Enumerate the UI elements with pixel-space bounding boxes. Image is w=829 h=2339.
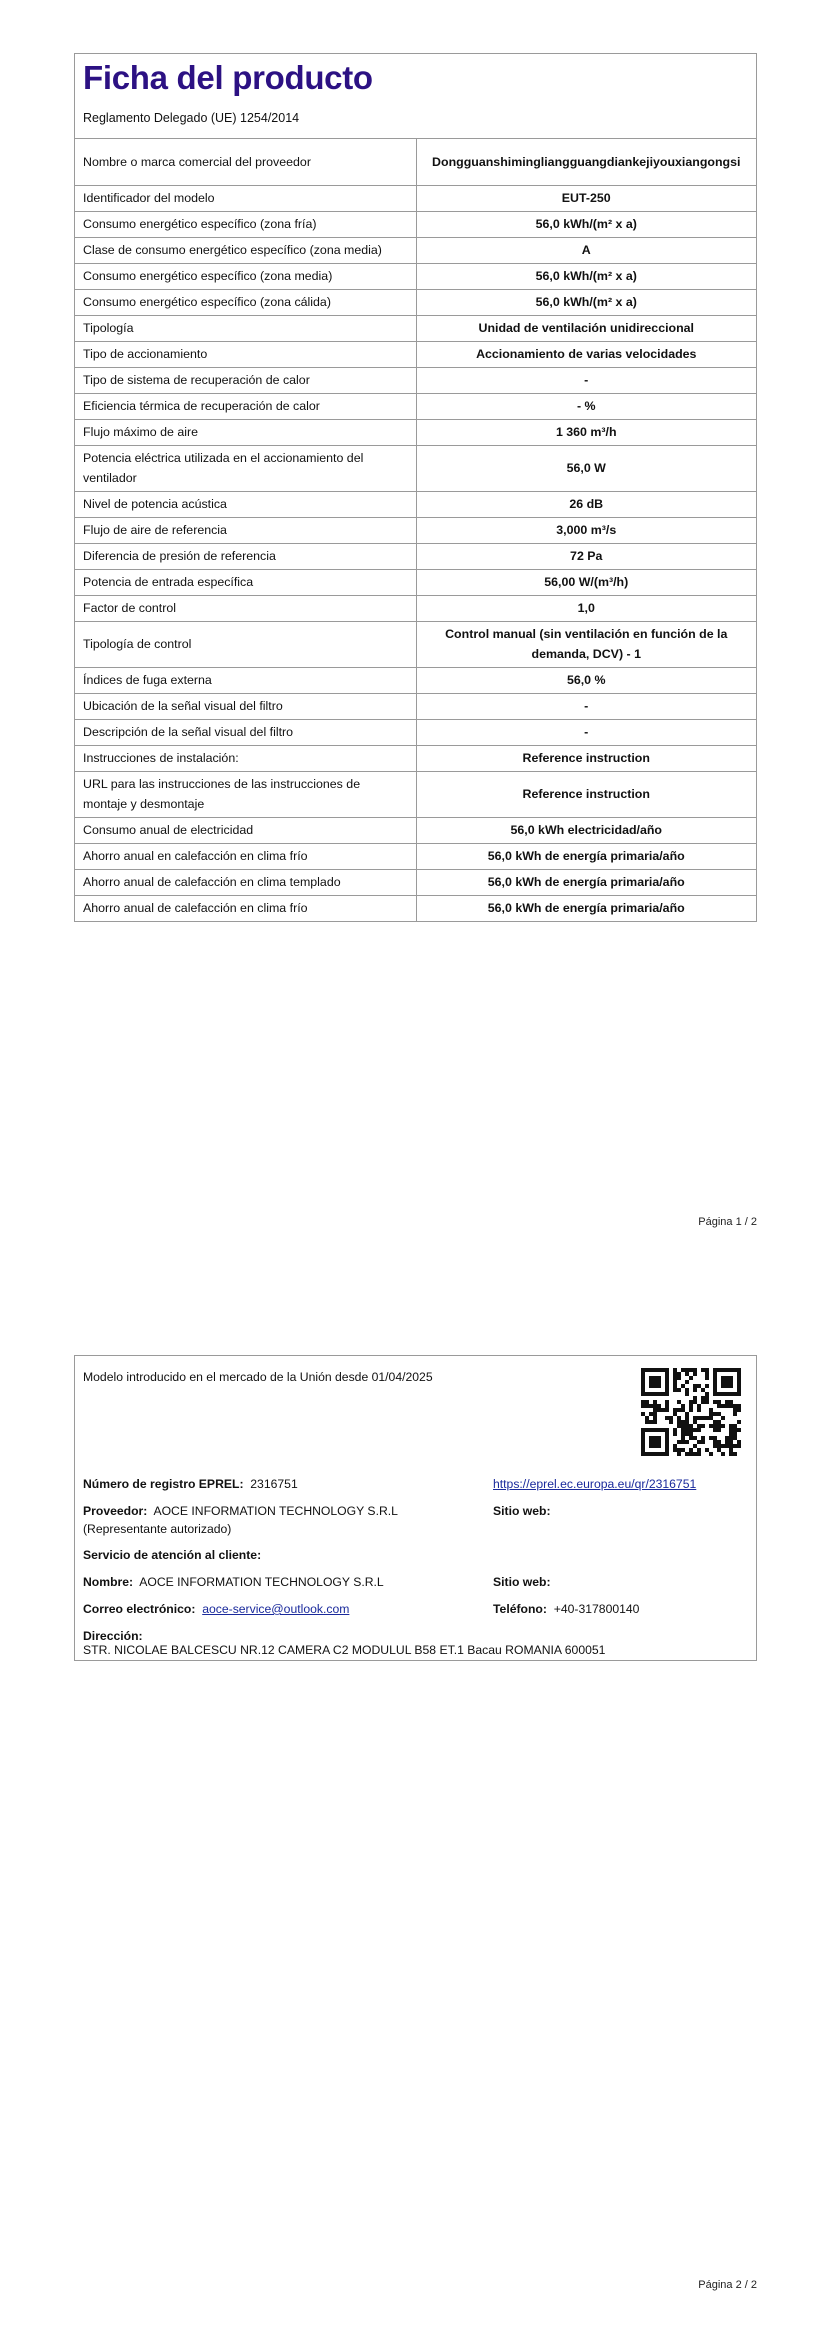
table-row bbox=[75, 543, 756, 569]
row-label: Flujo de aire de referencia bbox=[75, 517, 416, 543]
table-row bbox=[75, 817, 756, 843]
row-label: Tipología bbox=[75, 315, 416, 341]
row-label: Tipo de accionamiento bbox=[75, 341, 416, 367]
row-value: 56,0 kWh/(m² x a) bbox=[416, 263, 756, 289]
table-row bbox=[75, 569, 756, 595]
row-label: Tipo de sistema de recuperación de calor bbox=[75, 367, 416, 393]
table-row bbox=[75, 341, 756, 367]
table-row bbox=[75, 595, 756, 621]
row-label: Ahorro anual de calefacción en clima templado bbox=[75, 869, 416, 895]
row-value: 56,0 % bbox=[416, 667, 756, 693]
row-label: Potencia de entrada específica bbox=[75, 569, 416, 595]
registration-card bbox=[74, 1355, 757, 1661]
table-row bbox=[75, 185, 756, 211]
table-row bbox=[75, 895, 756, 921]
row-label: Nivel de potencia acústica bbox=[75, 491, 416, 517]
row-value: - bbox=[416, 719, 756, 745]
table-row bbox=[75, 289, 756, 315]
row-value: Dongguanshimingliangguangdiankejiyouxiangongsi bbox=[432, 154, 741, 169]
row-value: - bbox=[416, 367, 756, 393]
row-label: Índices de fuga externa bbox=[75, 667, 416, 693]
row-value: Control manual (sin ventilación en función de la demanda, DCV) - 1 bbox=[416, 621, 756, 667]
row-value: Unidad de ventilación unidireccional bbox=[416, 315, 756, 341]
sheet-header bbox=[75, 54, 756, 139]
website-label-2: Sitio web: bbox=[493, 1575, 551, 1589]
table-row bbox=[75, 869, 756, 895]
row-label: Tipología de control bbox=[75, 621, 416, 667]
supplier bbox=[83, 1502, 483, 1538]
email bbox=[83, 1600, 349, 1618]
address-label: Dirección: bbox=[83, 1629, 143, 1643]
table-row bbox=[75, 771, 756, 817]
address-value: STR. NICOLAE BALCESCU NR.12 CAMERA C2 MODULUL B58 ET.1 Bacau ROMANIA 600051 bbox=[83, 1643, 606, 1657]
website-label-1: Sitio web: bbox=[493, 1504, 551, 1518]
table-row bbox=[75, 745, 756, 771]
row-label: Identificador del modelo bbox=[75, 185, 416, 211]
row-value: 56,0 kWh electricidad/año bbox=[416, 817, 756, 843]
name-value: AOCE INFORMATION TECHNOLOGY S.R.L bbox=[139, 1575, 384, 1589]
table-row bbox=[75, 719, 756, 745]
row-value: Accionamiento de varias velocidades bbox=[416, 341, 756, 367]
email-link[interactable]: aoce-service@outlook.com bbox=[202, 1602, 350, 1616]
table-row bbox=[75, 517, 756, 543]
table-row bbox=[75, 667, 756, 693]
row-label: Ahorro anual en calefacción en clima frío bbox=[75, 843, 416, 869]
row-label: Consumo energético específico (zona fría) bbox=[75, 211, 416, 237]
page-number-1: Página 1 / 2 bbox=[698, 1216, 757, 1228]
phone-label: Teléfono: bbox=[493, 1602, 547, 1616]
row-value: 3,000 m³/s bbox=[416, 517, 756, 543]
eprel-registration bbox=[83, 1475, 298, 1493]
row-value: 56,0 kWh de energía primaria/año bbox=[416, 843, 756, 869]
email-label: Correo electrónico: bbox=[83, 1602, 196, 1616]
row-value: 56,0 kWh/(m² x a) bbox=[416, 211, 756, 237]
row-value: - bbox=[416, 693, 756, 719]
eprel-number: 2316751 bbox=[250, 1477, 298, 1491]
table-row bbox=[75, 367, 756, 393]
row-value: 56,0 kWh de energía primaria/año bbox=[416, 895, 756, 921]
row-label: Potencia eléctrica utilizada en el accionamiento del ventilador bbox=[75, 445, 416, 491]
row-label: Factor de control bbox=[75, 595, 416, 621]
row-label: Nombre o marca comercial del proveedor bbox=[75, 139, 416, 185]
row-label: Clase de consumo energético específico (zona media) bbox=[75, 237, 416, 263]
regulation-subtitle: Reglamento Delegado (UE) 1254/2014 bbox=[83, 111, 300, 125]
table-row bbox=[75, 491, 756, 517]
phone bbox=[493, 1600, 639, 1618]
row-label: Instrucciones de instalación: bbox=[75, 745, 416, 771]
eprel-link[interactable]: https://eprel.ec.europa.eu/qr/2316751 bbox=[493, 1477, 697, 1491]
row-value: 56,0 kWh/(m² x a) bbox=[416, 289, 756, 315]
table-row bbox=[75, 621, 756, 667]
table-row bbox=[75, 211, 756, 237]
row-value: Reference instruction bbox=[416, 745, 756, 771]
row-value: A bbox=[416, 237, 756, 263]
phone-value: +40-317800140 bbox=[553, 1602, 640, 1616]
row-value: - % bbox=[416, 393, 756, 419]
table-row bbox=[75, 693, 756, 719]
row-label: Consumo energético específico (zona cálida) bbox=[75, 289, 416, 315]
spec-table bbox=[75, 139, 756, 921]
row-value: 72 Pa bbox=[416, 543, 756, 569]
row-value: 56,00 W/(m³/h) bbox=[416, 569, 756, 595]
market-date: Modelo introducido en el mercado de la Unión desde 01/04/2025 bbox=[83, 1370, 433, 1384]
row-value: 1,0 bbox=[416, 595, 756, 621]
table-row bbox=[75, 139, 756, 185]
service-name bbox=[83, 1573, 384, 1591]
row-label: Descripción de la señal visual del filtro bbox=[75, 719, 416, 745]
supplier-value: AOCE INFORMATION TECHNOLOGY S.R.L (Representante autorizado) bbox=[83, 1504, 398, 1536]
product-sheet-card bbox=[74, 53, 757, 922]
table-row bbox=[75, 843, 756, 869]
row-label: Consumo anual de electricidad bbox=[75, 817, 416, 843]
row-label: URL para las instrucciones de las instrucciones de montaje y desmontaje bbox=[75, 771, 416, 817]
row-label: Flujo máximo de aire bbox=[75, 419, 416, 445]
page-title: Ficha del producto bbox=[83, 59, 373, 96]
row-label: Ahorro anual de calefacción en clima frío bbox=[75, 895, 416, 921]
table-row bbox=[75, 445, 756, 491]
row-label: Eficiencia térmica de recuperación de calor bbox=[75, 393, 416, 419]
supplier-label: Proveedor: bbox=[83, 1504, 148, 1518]
row-value: Reference instruction bbox=[416, 771, 756, 817]
row-value: 26 dB bbox=[416, 491, 756, 517]
row-label: Diferencia de presión de referencia bbox=[75, 543, 416, 569]
eprel-label: Número de registro EPREL: bbox=[83, 1477, 244, 1491]
table-row bbox=[75, 237, 756, 263]
row-value: 56,0 W bbox=[416, 445, 756, 491]
customer-service-heading: Servicio de atención al cliente: bbox=[83, 1548, 262, 1562]
row-value: 1 360 m³/h bbox=[416, 419, 756, 445]
row-value: EUT-250 bbox=[416, 185, 756, 211]
page-number-2: Página 2 / 2 bbox=[698, 2279, 757, 2291]
name-label: Nombre: bbox=[83, 1575, 134, 1589]
table-row bbox=[75, 393, 756, 419]
table-row bbox=[75, 419, 756, 445]
row-label: Consumo energético específico (zona media) bbox=[75, 263, 416, 289]
row-label: Ubicación de la señal visual del filtro bbox=[75, 693, 416, 719]
table-row bbox=[75, 315, 756, 341]
table-row bbox=[75, 263, 756, 289]
row-value: 56,0 kWh de energía primaria/año bbox=[416, 869, 756, 895]
qr-code[interactable] bbox=[641, 1368, 741, 1456]
